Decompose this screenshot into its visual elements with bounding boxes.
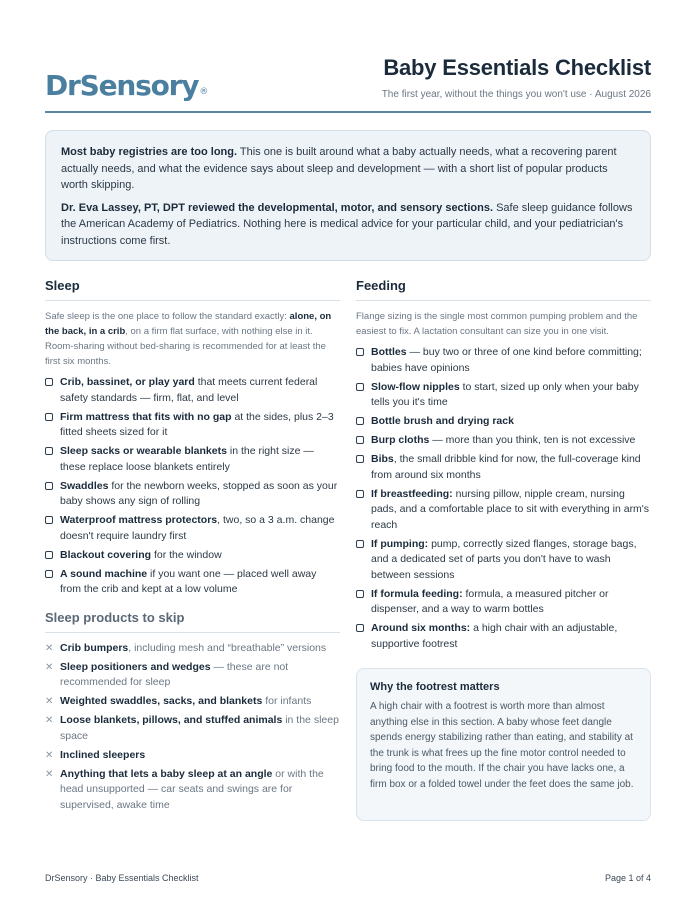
item-label: A sound machine: [60, 567, 148, 580]
note-text: , on a firm flat surface, with nothing else in it. Room-sharing without bed-sharing is recommended for at least the first six months.: [45, 326, 326, 367]
checkbox-icon[interactable]: [356, 436, 364, 444]
item-label: Firm mattress that fits with no gap: [60, 410, 232, 423]
item-label: Waterproof mattress protectors: [60, 514, 218, 526]
checkbox-icon[interactable]: [356, 455, 364, 463]
checkbox-icon[interactable]: [45, 378, 53, 386]
item-detail: or with the head unsupported — car seats and swings are for supervised, awake time: [60, 767, 324, 811]
item-label: Crib bumpers: [60, 641, 129, 654]
feeding-note: Flange sizing is the single most common pumping problem and the easiest to fix. A lactation consultant can size you in one visit.: [356, 311, 638, 337]
checklist-item[interactable]: [45, 513, 340, 544]
item-detail: if you want one — placed well away from the crib and kept at a low volume: [60, 567, 317, 595]
section-title-feeding: Feeding: [356, 278, 651, 301]
logo-text: DrSensory: [45, 69, 199, 102]
right-column: [356, 278, 651, 821]
item-label: Crib, bassinet, or play yard: [60, 376, 195, 388]
registered-mark: ®: [199, 87, 209, 97]
item-detail: formula, a measured pitcher or dispenser, and a way to warm bottles: [371, 587, 609, 615]
checklist-item[interactable]: [356, 537, 651, 584]
checkbox-icon[interactable]: [356, 540, 364, 548]
item-detail: — buy two or three of one kind before committing; babies have opinions: [371, 346, 642, 374]
checklist-item[interactable]: [356, 345, 651, 376]
item-label: Sleep positioners and wedges: [60, 660, 211, 673]
checkbox-icon[interactable]: [356, 348, 364, 356]
skip-item: [45, 748, 340, 764]
skip-item: [45, 767, 340, 814]
item-detail: a high chair with an adjustable, supportive footrest: [371, 622, 618, 650]
skip-item: [45, 641, 340, 657]
page-header: [45, 55, 651, 113]
sleep-note: [45, 309, 340, 369]
item-label: Around six months:: [371, 622, 471, 634]
note-text: Safe sleep is the one place to follow the standard exactly:: [45, 311, 290, 322]
item-label: If pumping:: [371, 537, 429, 550]
checkbox-icon[interactable]: [356, 490, 364, 498]
item-detail: , the small dribble kind for now, the full-coverage kind from around six months: [371, 453, 641, 481]
left-column: [45, 278, 340, 817]
item-label: Weighted swaddles, sacks, and blankets: [60, 695, 263, 707]
item-label: Bottle brush and drying rack: [371, 415, 514, 427]
note-emphasis: alone, on the back, in a crib: [45, 311, 332, 337]
item-label: Slow-flow nipples: [371, 380, 460, 393]
x-mark-icon: ✕: [45, 696, 54, 707]
checklist-item[interactable]: [45, 444, 340, 475]
intro-paragraph-1: [61, 144, 636, 194]
item-detail: for infants: [262, 695, 312, 707]
item-label: Loose blankets, pillows, and stuffed animals: [60, 714, 283, 726]
skip-item: [45, 660, 340, 691]
x-mark-icon: ✕: [45, 661, 54, 673]
checklist-item[interactable]: [45, 548, 340, 564]
x-mark-icon: ✕: [45, 715, 54, 726]
item-detail: , two, so a 3 a.m. change doesn't require laundry first: [60, 514, 335, 542]
checkbox-icon[interactable]: [45, 516, 53, 524]
section-title-skip: Sleep products to skip: [45, 610, 340, 633]
item-label: Sleep sacks or wearable blankets: [60, 445, 227, 457]
skip-item: [45, 713, 340, 744]
item-detail: to start, sized up only when your baby tells you it's time: [371, 380, 639, 408]
item-label: Bibs: [371, 453, 394, 465]
header-divider: [45, 111, 651, 113]
checkbox-icon[interactable]: [45, 551, 53, 559]
footrest-callout: [356, 668, 651, 821]
reviewer-note: Dr. Eva Lassey, PT, DPT reviewed the developmental, motor, and sensory sections.: [61, 201, 494, 214]
item-detail: in the right size — these replace loose blankets entirely: [60, 445, 314, 473]
x-mark-icon: ✕: [45, 642, 54, 654]
intro-lead: Most baby registries are too long.: [61, 146, 238, 158]
item-label: Anything that lets a baby sleep at an angle: [60, 767, 273, 780]
checkbox-icon[interactable]: [45, 413, 53, 421]
item-label: Blackout covering: [60, 548, 152, 561]
brand-logo: [45, 69, 208, 102]
item-detail: for the window: [151, 548, 222, 561]
item-detail: , including mesh and “breathable” versions: [128, 641, 327, 654]
intro-paragraph-2: [61, 200, 636, 250]
section-title-sleep: Sleep: [45, 278, 340, 301]
checklist-item[interactable]: [356, 621, 651, 652]
checklist-item[interactable]: [45, 479, 340, 510]
item-label: Bottles: [371, 346, 407, 358]
item-label: Inclined sleepers: [60, 748, 146, 761]
checklist-item[interactable]: [356, 414, 651, 430]
item-detail: — these are not recommended for sleep: [60, 660, 289, 688]
footer-title: DrSensory · Baby Essentials Checklist: [45, 873, 199, 883]
item-detail: for the newborn weeks, stopped as soon as your baby shows any sign of rolling: [60, 479, 338, 507]
checkbox-icon[interactable]: [356, 417, 364, 425]
x-mark-icon: ✕: [45, 768, 54, 780]
checklist-item[interactable]: [356, 380, 651, 411]
document-title: Baby Essentials Checklist: [383, 55, 651, 80]
item-detail: in the sleep space: [60, 714, 339, 742]
checklist-item[interactable]: [45, 375, 340, 406]
item-detail: that meets current federal safety standards — firm, flat, and level: [60, 376, 318, 404]
intro-text: This one is built around what a baby actually needs, what a recovering parent actually needs, and what the evidence says about sleep and development — with a short list of popular products worth skipping.: [61, 146, 617, 191]
callout-title: Why the footrest matters: [370, 681, 500, 693]
item-label: Swaddles: [60, 479, 109, 492]
checkbox-icon[interactable]: [356, 624, 364, 632]
checkbox-icon[interactable]: [356, 590, 364, 598]
item-detail: — more than you think, ten is not excessive: [429, 434, 636, 446]
checklist-item[interactable]: [45, 567, 340, 598]
checkbox-icon[interactable]: [45, 447, 53, 455]
checklist-item[interactable]: [356, 433, 651, 449]
skip-list: [45, 641, 340, 814]
checklist-item[interactable]: [356, 487, 651, 534]
disclaimer-text: Safe sleep guidance follows the American Academy of Pediatrics. Nothing here is medical advice for your particular child, and your pediatrician's instructions come first.: [61, 201, 633, 247]
item-detail: nursing pillow, nipple cream, nursing pads, and a comfortable place to sit with everything in arm's reach: [371, 487, 650, 531]
callout-body: A high chair with a footrest is worth more than almost anything else in this section. A baby whose feet dangle spends energy stabilizing rather than eating, and stability at the trunk is what frees up the fine motor control needed to bring food to the mouth. If the chair you have lacks one, a firm box or a folded towel under the feet does the same job.: [370, 701, 634, 790]
checkbox-icon[interactable]: [45, 482, 53, 490]
item-label: Burp cloths: [371, 434, 430, 446]
sleep-checklist: [45, 375, 340, 598]
checklist-item[interactable]: [356, 587, 651, 618]
x-mark-icon: ✕: [45, 749, 54, 761]
checklist-item[interactable]: [45, 410, 340, 441]
checkbox-icon[interactable]: [45, 570, 53, 578]
item-label: If breastfeeding:: [371, 487, 453, 500]
item-label: If formula feeding:: [371, 587, 463, 600]
intro-box: [45, 130, 651, 261]
checklist-item[interactable]: [356, 452, 651, 483]
page-footer: [45, 873, 651, 883]
page-number: Page 1 of 4: [604, 873, 651, 883]
feeding-checklist: [356, 345, 651, 652]
checkbox-icon[interactable]: [356, 383, 364, 391]
item-detail: at the sides, plus 2–3 fitted sheets sized for it: [60, 410, 334, 438]
document-subtitle: The first year, without the things you won't use · August 2026: [381, 89, 651, 100]
item-detail: pump, correctly sized flanges, storage bags, and a dedicated set of parts you don't have to wash between sessions: [371, 537, 637, 581]
skip-item: [45, 694, 340, 710]
